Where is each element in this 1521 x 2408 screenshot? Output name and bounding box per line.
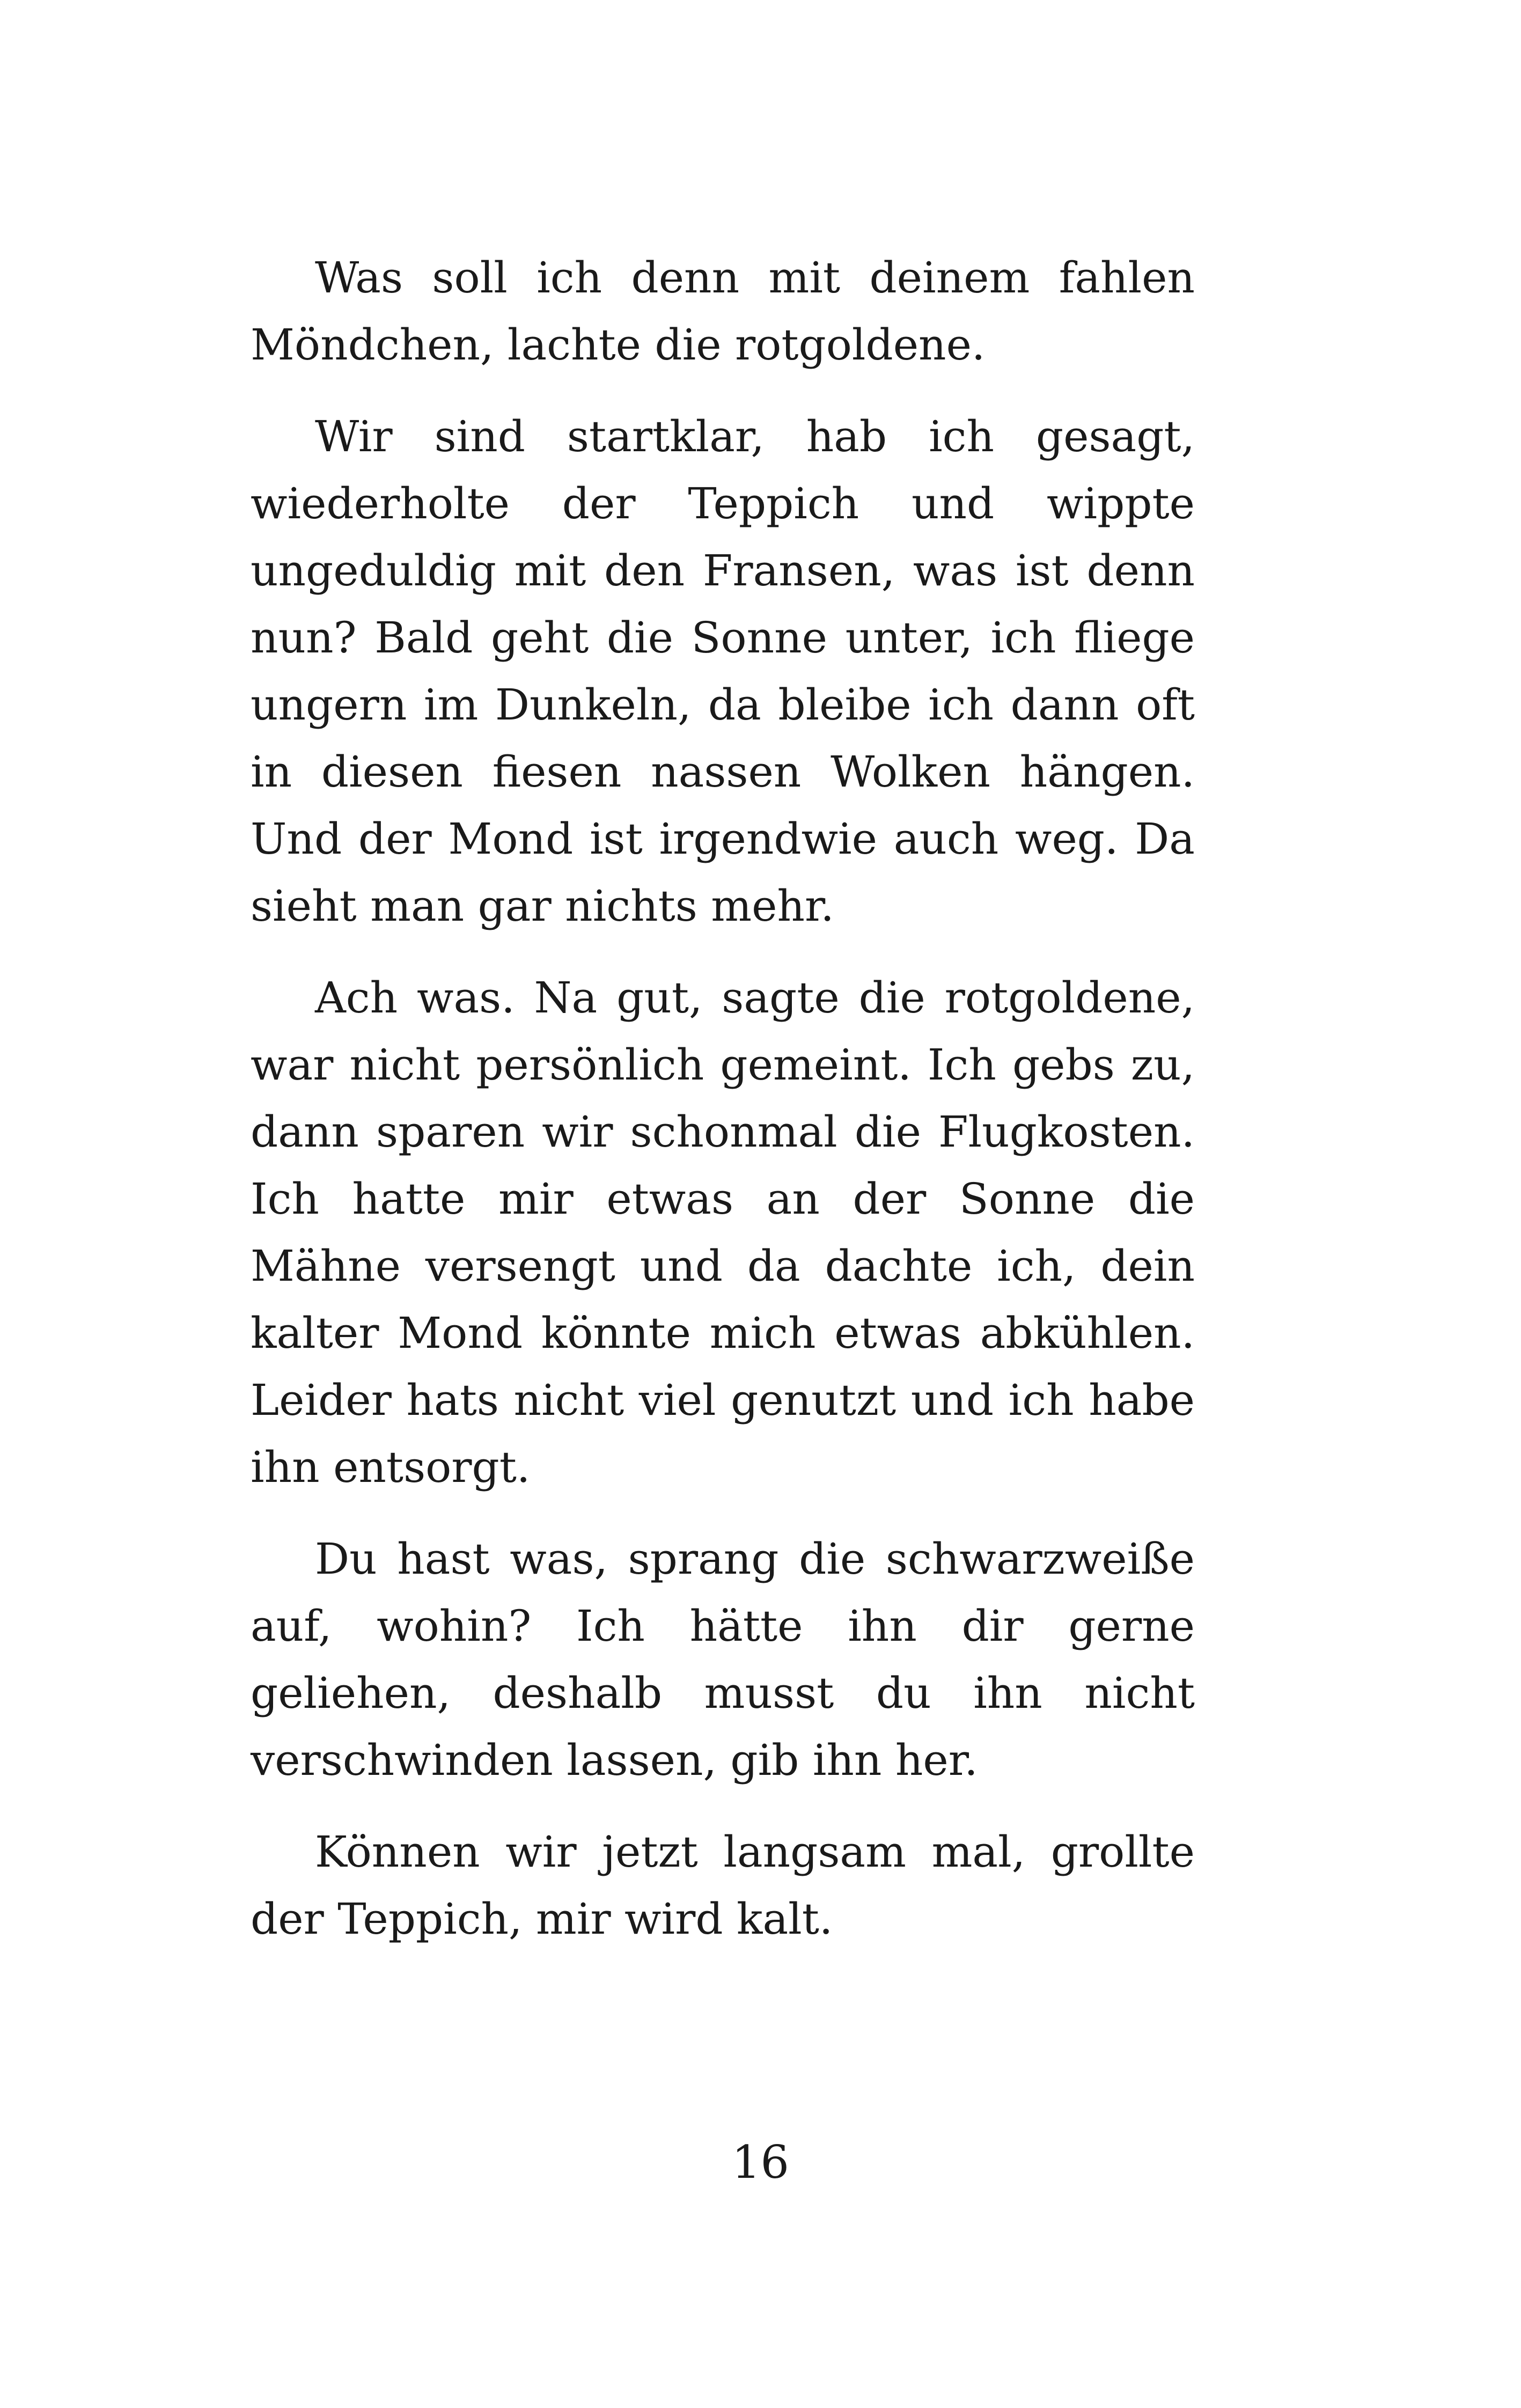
- paragraph-4: Du hast was, sprang die schwarzweiße auf, wohin? Ich hätte ihn dir gerne geliehen, deshalb musst du ihn nicht verschwinden lassen, gib ihn her.: [251, 1534, 1195, 1785]
- paragraph-1: Was soll ich denn mit deinem fahlen Möndchen, lachte die rotgoldene.: [251, 253, 1195, 370]
- paragraph-3: Ach was. Na gut, sagte die rotgoldene, war nicht persönlich gemeint. Ich gebs zu, dann sparen wir schonmal die Flugkosten. Ich hatte mir etwas an der Sonne die Mähne versengt und da dachte ich, dein kalter Mond könnte mich etwas abkühlen. Leider hats nicht viel genutzt und ich habe ihn entsorgt.: [251, 973, 1195, 1492]
- body-text: [251, 244, 1195, 1977]
- page-number: 16: [732, 2136, 789, 2189]
- paragraph-5: Können wir jetzt langsam mal, grollte der Teppich, mir wird kalt.: [251, 1827, 1195, 1944]
- paragraph-2: Wir sind startklar, hab ich gesagt, wiederholte der Teppich und wippte ungeduldig mit den Fransen, was ist denn nun? Bald geht die Sonne unter, ich fliege ungern im Dunkeln, da bleibe ich dann oft in diesen fiesen nassen Wolken hängen. Und der Mond ist irgendwie auch weg. Da sieht man gar nichts mehr.: [251, 412, 1195, 931]
